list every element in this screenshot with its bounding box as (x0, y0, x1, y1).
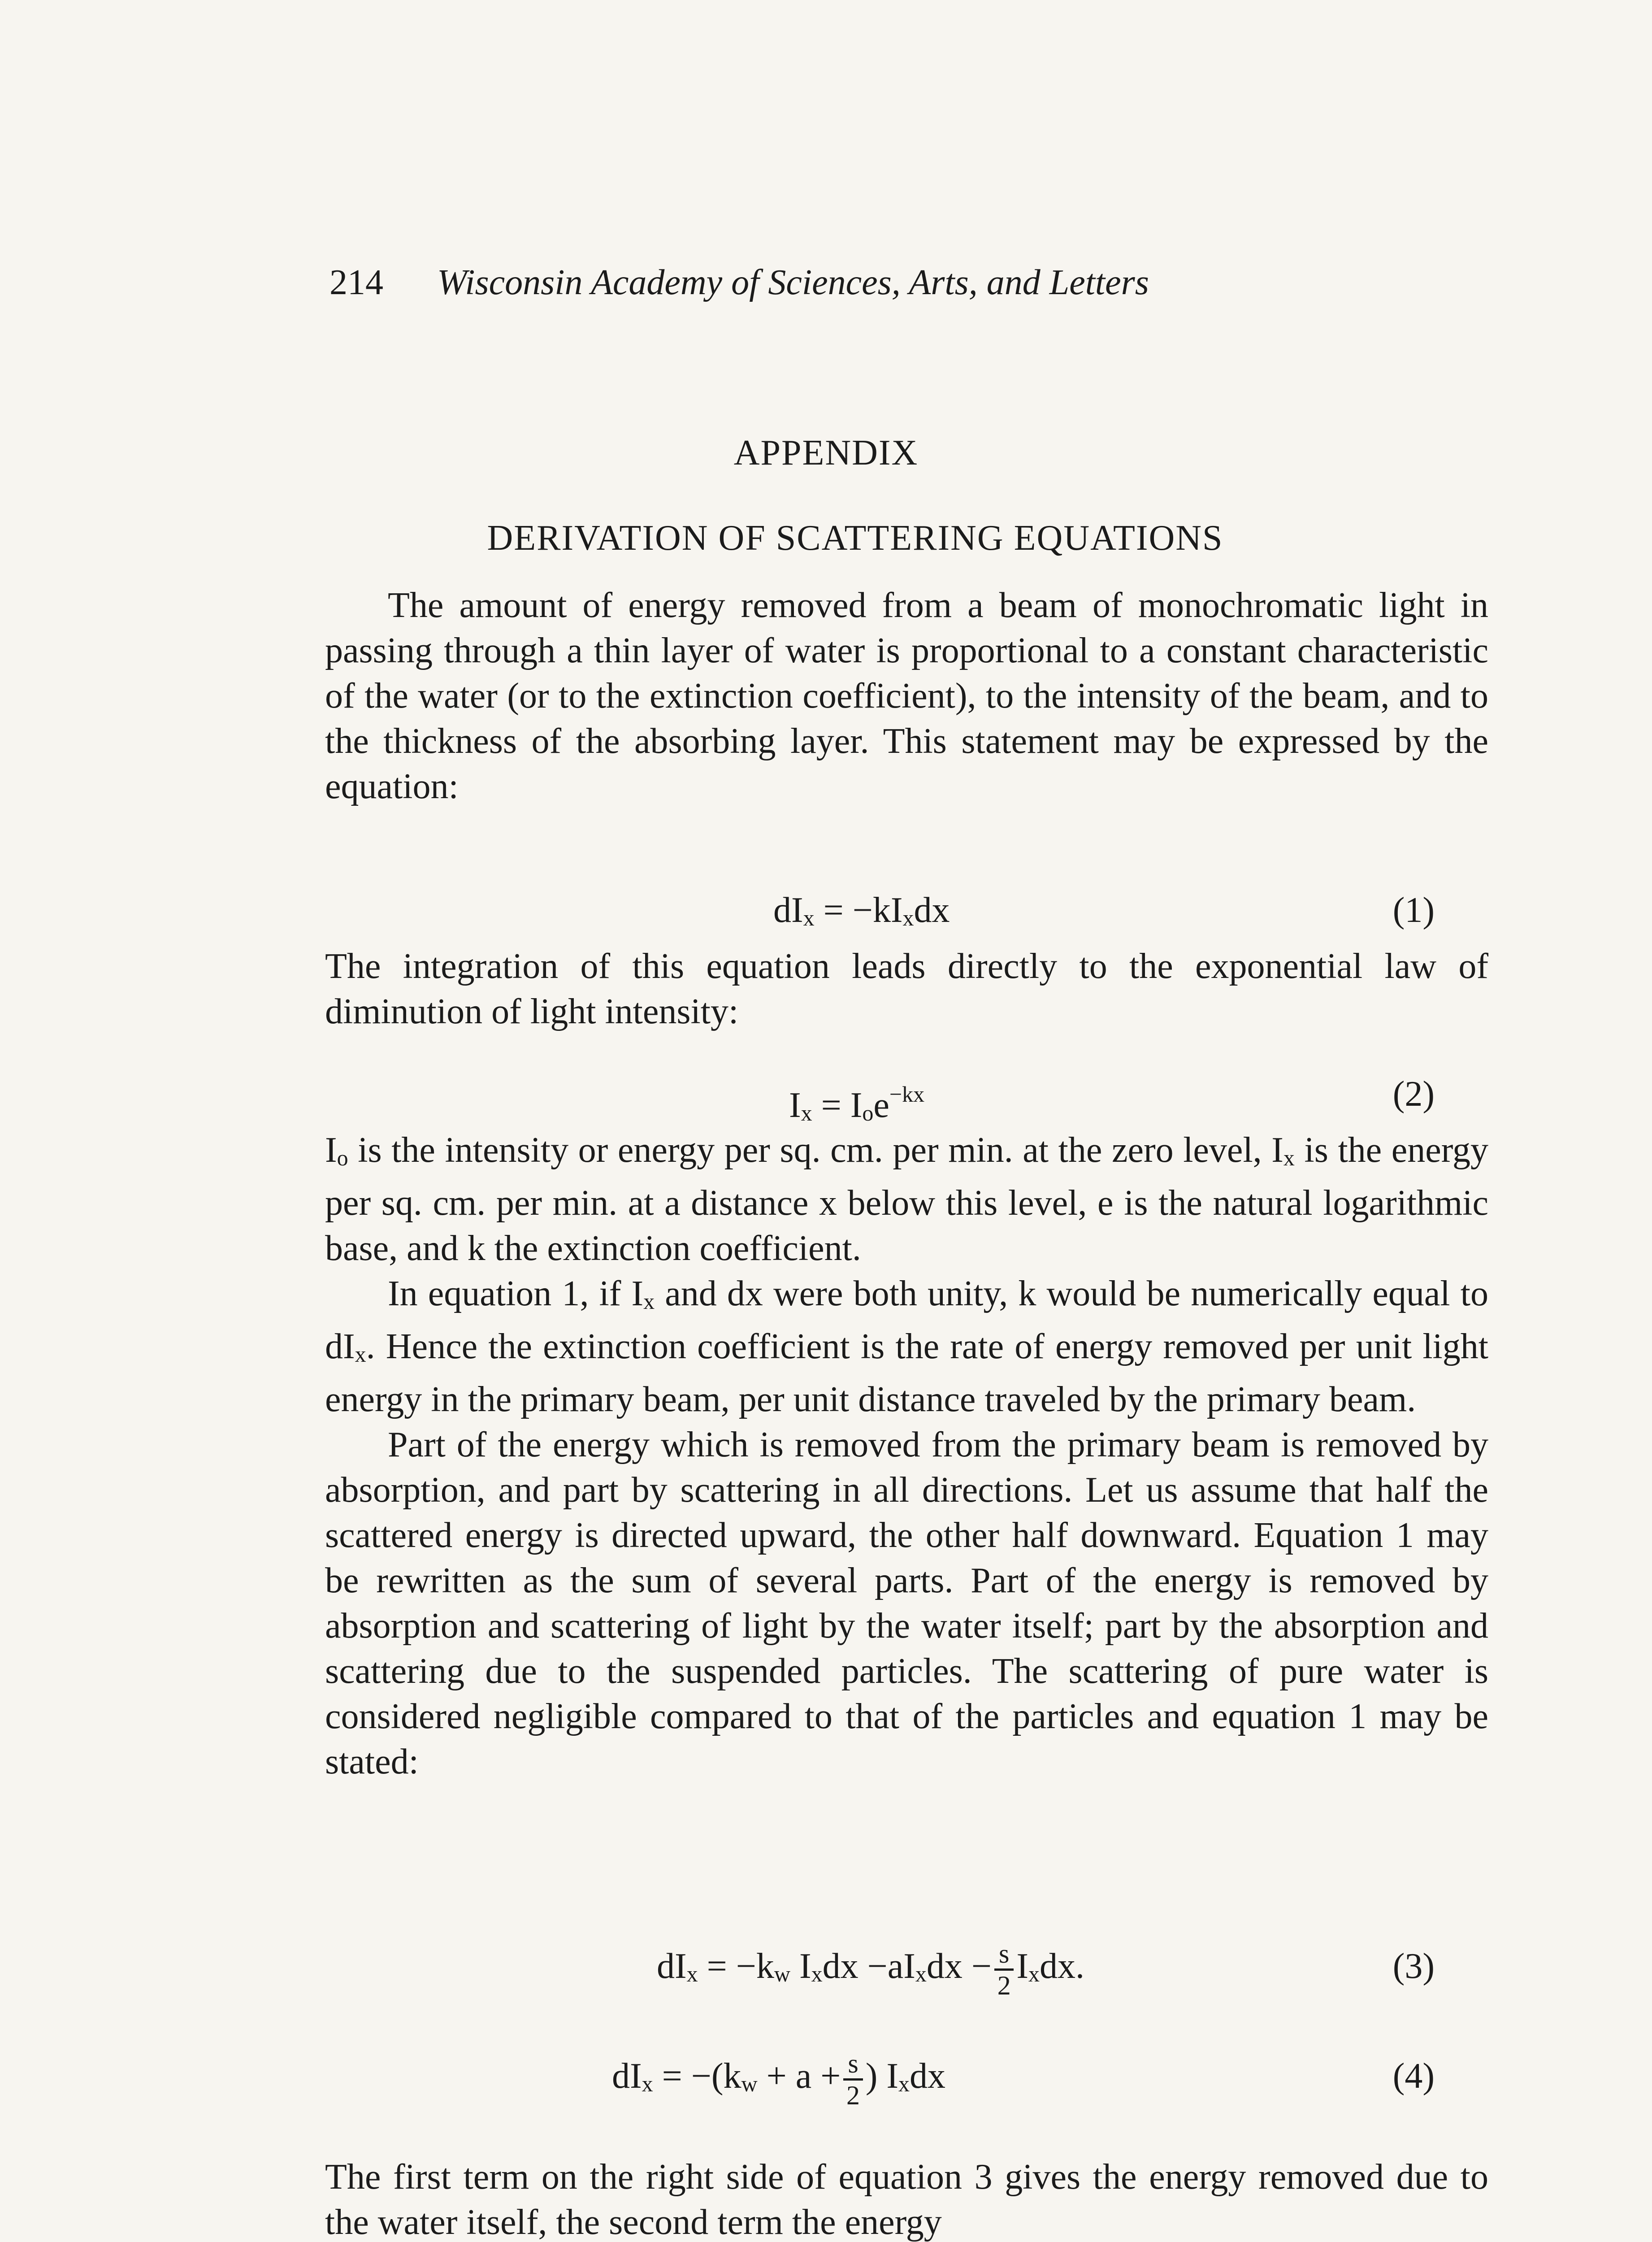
equation-number: (2) (1392, 1074, 1435, 1114)
paragraph: The integration of this equation leads directly to the exponential law of diminution of light intensity: (325, 947, 1488, 1031)
equation-4-body: dIx = −(kw + a + $\frac{s}{2}$ ) Ixdx (612, 2049, 946, 2111)
equation-number: (4) (1392, 2056, 1435, 2096)
equation-2 (325, 1063, 1435, 1125)
equation-number: (1) (1392, 891, 1435, 930)
equation-4 (325, 2045, 1435, 2111)
fraction: $\frac{s}{2}$ (843, 2049, 863, 2110)
paragraph: The first term on the right side of equation 3 gives the energy removed due to the water itself, the second term the energy (325, 2157, 1488, 2242)
equation-1-body: dIx = −kIxdx (773, 891, 950, 930)
paragraph: Part of the energy which is removed from the primary beam is removed by absorption, and part by scattering in all directions. Let us assume that half the scattered energy is directed upward, the other half downward. Equation 1 may be rewritten as the sum of several parts. Part of the energy is removed by absorption and scattering of light by the water itself; part by the absorption and scattering due to the suspended particles. The scattering of pure water is considered negligible compared to that of the particles and equation 1 may be stated: (325, 1425, 1488, 1781)
text-block (325, 1128, 1488, 1785)
fraction: $\frac{s}{2}$ (994, 1939, 1014, 2000)
equation-3-body: dIx = −kw Ixdx −aIxdx − $\frac{s}{2}$ Ixdx. (657, 1939, 1085, 2001)
journal-title: Wisconsin Academy of Sciences, Arts, and Letters (437, 263, 1149, 302)
equation-2-body: Ix = Ioe$^{-kx}$ (789, 1082, 925, 1125)
equation-3 (325, 1935, 1435, 2001)
paragraph: In equation 1, if Ix and dx were both unity, k would be numerically equal to dIx. Hence the extinction coefficient is the rate of energy removed per unit light energy in the primary beam, per unit distance traveled by the primary beam. (325, 1274, 1489, 1419)
running-head (330, 258, 1358, 307)
section-heading: DERIVATION OF SCATTERING EQUATIONS (487, 518, 1223, 558)
equation-1 (325, 879, 1435, 942)
page-number: 214 (330, 263, 383, 302)
paragraph: The amount of energy removed from a beam of monochromatic light in passing through a thin layer of water is proportional to a constant characteristic of the water (or to the extinction coefficient), to the intensity of the beam, and to the thickness of the absorbing layer. This statement may be expressed by the equation: (325, 586, 1488, 806)
paragraph: Io is the intensity or energy per sq. cm. per min. at the zero level, Ix is the energy per sq. cm. per min. at a distance x below this level, e is the natural logarithmic base, and k the extinction coefficient. (325, 1130, 1488, 1268)
text-block (325, 944, 1488, 1034)
appendix-heading: APPENDIX (733, 433, 919, 473)
text-block (325, 583, 1488, 809)
equation-number: (3) (1392, 1947, 1435, 1986)
text-block (325, 2155, 1488, 2242)
